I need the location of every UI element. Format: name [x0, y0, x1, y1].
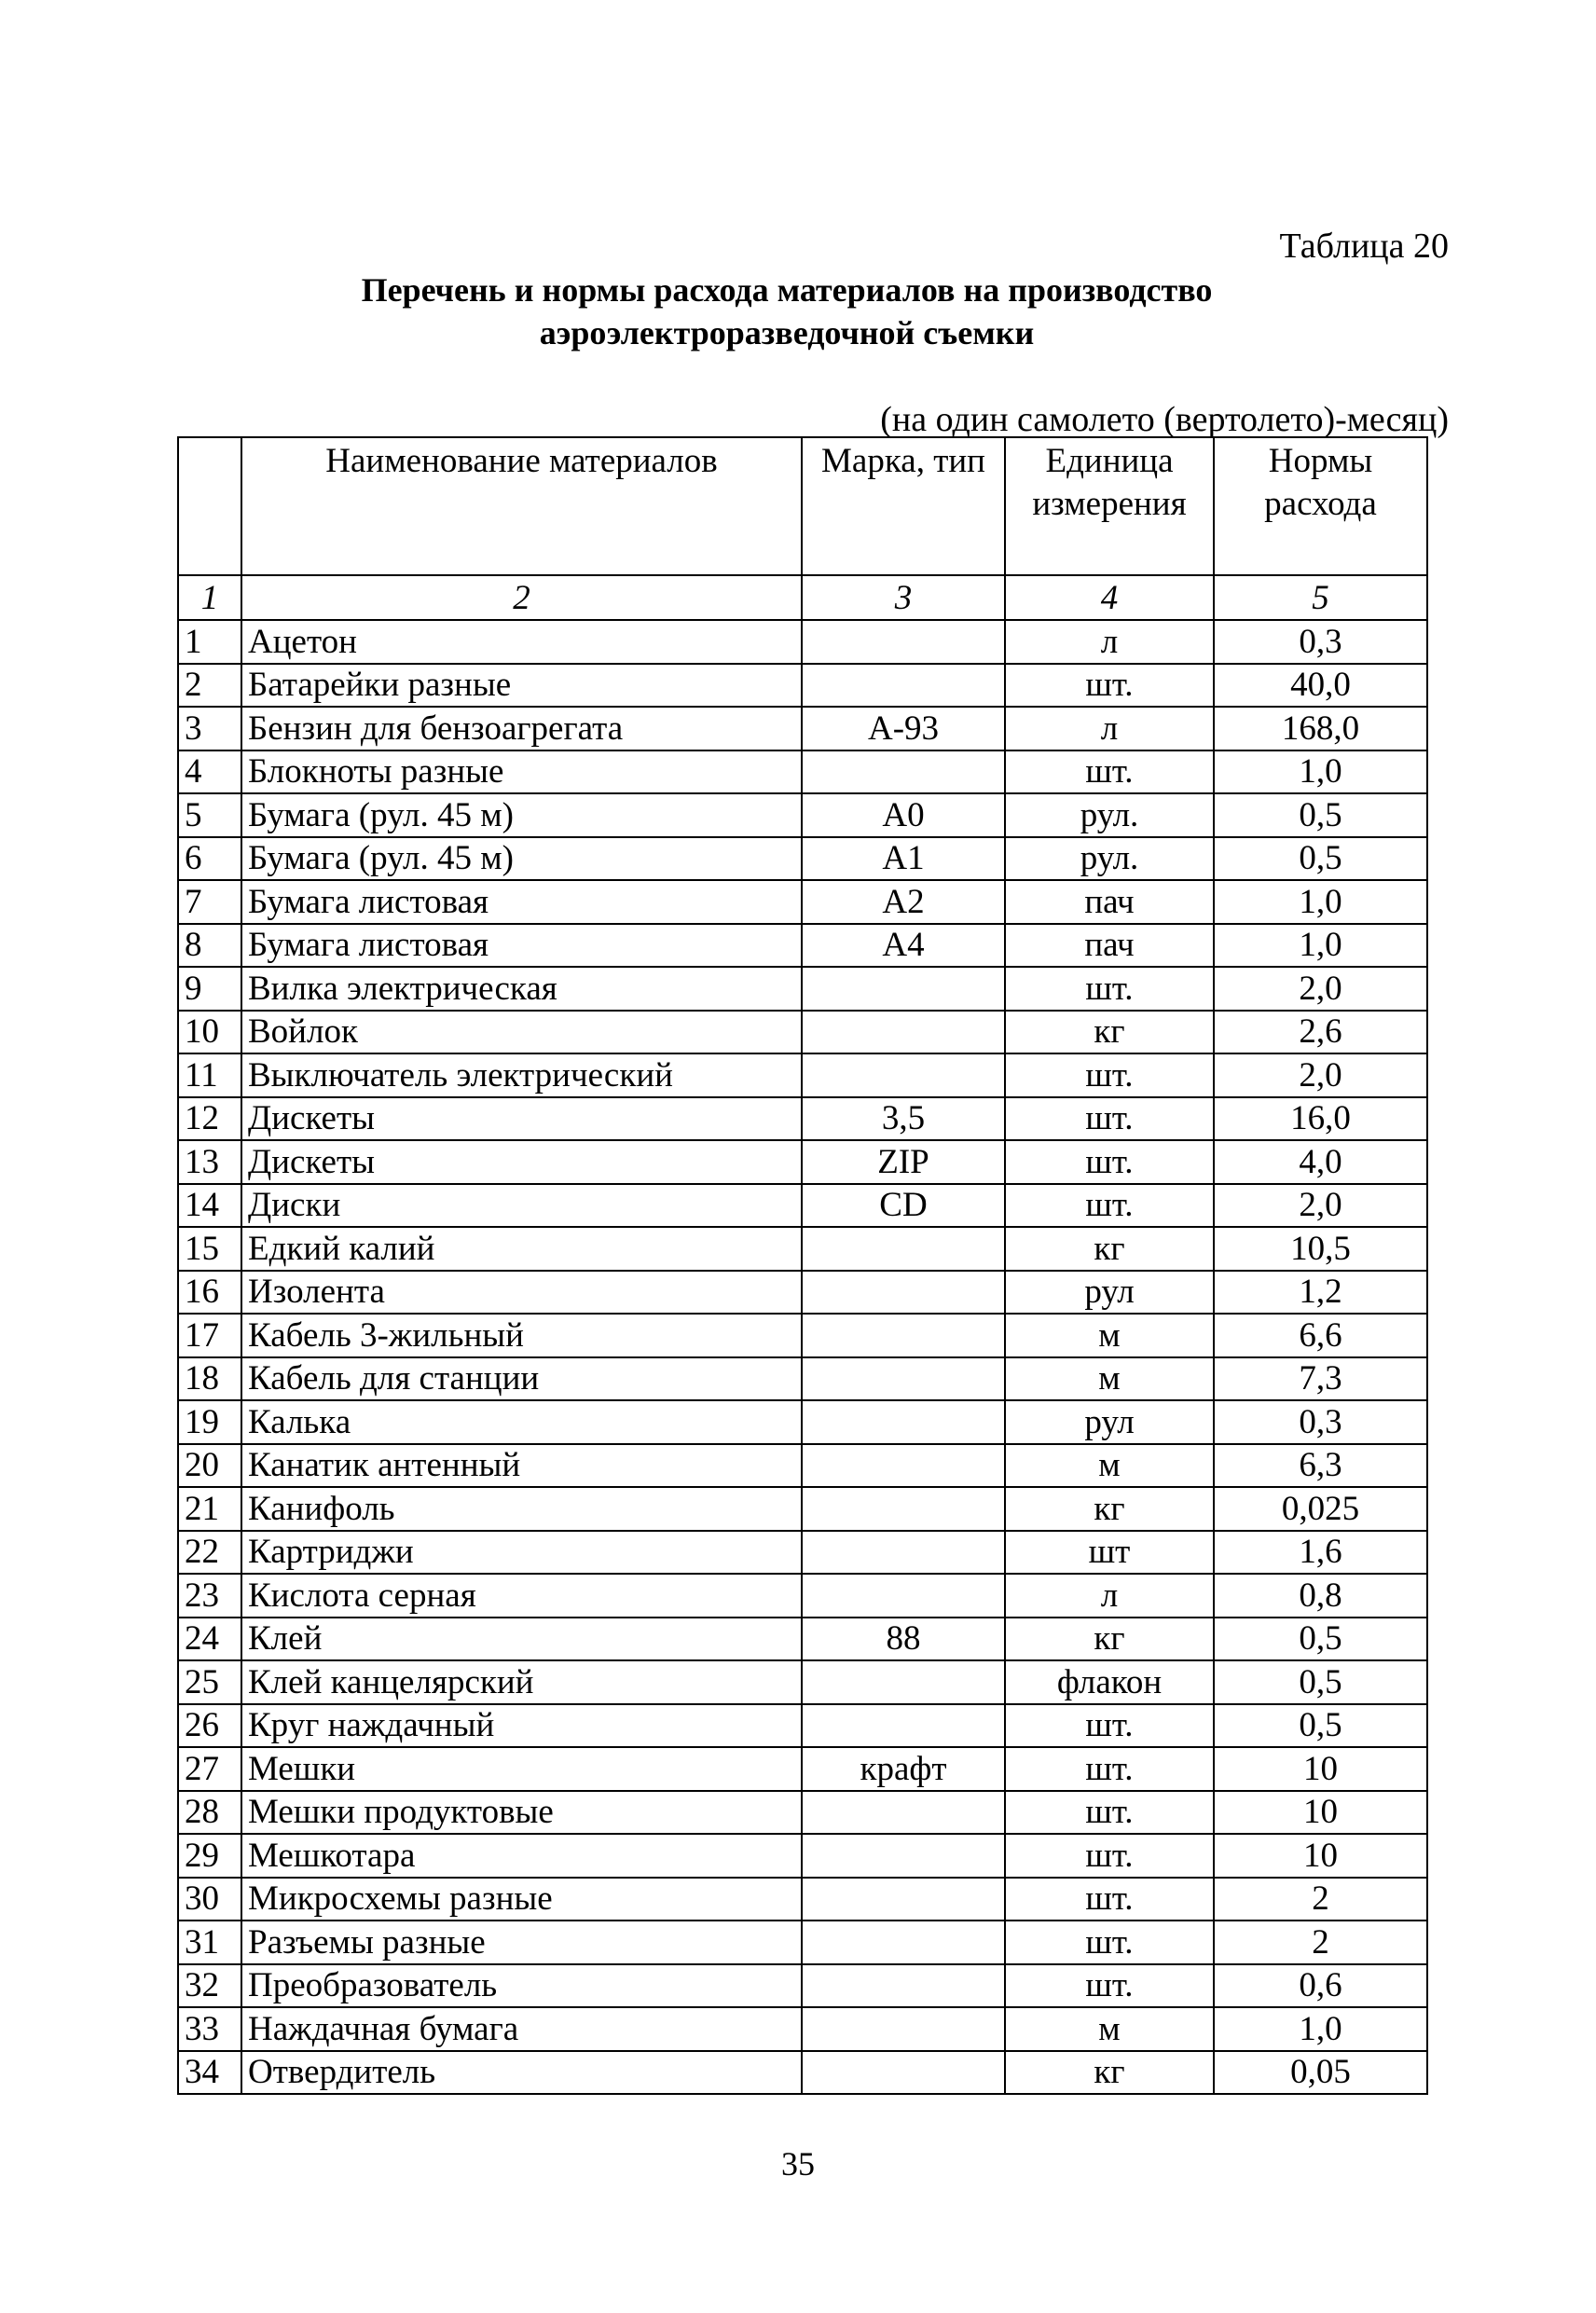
material-unit: м — [1005, 2007, 1214, 2051]
document-title — [0, 268, 1596, 354]
material-unit: м — [1005, 1357, 1214, 1401]
material-norm: 6,6 — [1214, 1314, 1427, 1357]
header-norm: Нормы расхода — [1214, 437, 1427, 575]
material-norm: 0,8 — [1214, 1574, 1427, 1618]
material-unit: кг — [1005, 1227, 1214, 1271]
header-row — [178, 437, 1427, 575]
row-number: 27 — [178, 1747, 241, 1791]
material-name: Блокноты разные — [241, 750, 802, 794]
table-row — [178, 1140, 1427, 1184]
material-unit: рул. — [1005, 837, 1214, 881]
row-number: 30 — [178, 1878, 241, 1921]
material-name: Клей канцелярский — [241, 1660, 802, 1704]
material-name: Разъемы разные — [241, 1921, 802, 1964]
material-mark — [802, 1400, 1005, 1444]
row-number: 1 — [178, 620, 241, 664]
material-norm: 7,3 — [1214, 1357, 1427, 1401]
column-number-row — [178, 575, 1427, 620]
material-name: Дискеты — [241, 1097, 802, 1141]
material-norm: 10 — [1214, 1834, 1427, 1878]
row-number: 7 — [178, 880, 241, 924]
material-unit: шт. — [1005, 1053, 1214, 1097]
table-row — [178, 707, 1427, 750]
material-unit: м — [1005, 1444, 1214, 1488]
material-norm: 0,5 — [1214, 1704, 1427, 1748]
material-name: Ацетон — [241, 620, 802, 664]
material-norm: 168,0 — [1214, 707, 1427, 750]
material-unit: шт. — [1005, 664, 1214, 708]
column-number: 3 — [802, 575, 1005, 620]
material-norm: 0,6 — [1214, 1964, 1427, 2008]
table-row — [178, 1053, 1427, 1097]
material-unit: шт. — [1005, 1747, 1214, 1791]
table-row — [178, 750, 1427, 794]
material-mark: А-93 — [802, 707, 1005, 750]
material-unit: л — [1005, 620, 1214, 664]
material-name: Бумага (рул. 45 м) — [241, 837, 802, 881]
material-name: Кабель 3-жильный — [241, 1314, 802, 1357]
material-unit: шт. — [1005, 967, 1214, 1011]
material-unit: л — [1005, 707, 1214, 750]
material-name: Мешки — [241, 1747, 802, 1791]
material-norm: 2 — [1214, 1878, 1427, 1921]
table-row — [178, 1487, 1427, 1531]
material-mark: А0 — [802, 793, 1005, 837]
material-unit: шт. — [1005, 1140, 1214, 1184]
material-mark — [802, 1964, 1005, 2008]
table-row — [178, 1660, 1427, 1704]
material-name: Батарейки разные — [241, 664, 802, 708]
material-name: Преобразователь — [241, 1964, 802, 2008]
materials-table — [177, 436, 1428, 2095]
material-mark — [802, 1660, 1005, 1704]
column-number: 1 — [178, 575, 241, 620]
material-name: Бензин для бензоагрегата — [241, 707, 802, 750]
material-unit: шт. — [1005, 1921, 1214, 1964]
material-unit: шт. — [1005, 750, 1214, 794]
header-mark: Марка, тип — [802, 437, 1005, 575]
table-row — [178, 1834, 1427, 1878]
material-unit: шт — [1005, 1531, 1214, 1575]
table-row — [178, 2007, 1427, 2051]
material-unit: пач — [1005, 880, 1214, 924]
material-mark — [802, 1314, 1005, 1357]
material-mark — [802, 750, 1005, 794]
units-note: (на один самолето (вертолето)-месяц) — [880, 400, 1449, 439]
column-number: 4 — [1005, 575, 1214, 620]
material-name: Наждачная бумага — [241, 2007, 802, 2051]
material-name: Диски — [241, 1184, 802, 1228]
material-unit: л — [1005, 1574, 1214, 1618]
material-unit: кг — [1005, 1487, 1214, 1531]
material-norm: 0,3 — [1214, 1400, 1427, 1444]
material-unit: шт. — [1005, 1964, 1214, 2008]
material-unit: шт. — [1005, 1878, 1214, 1921]
material-mark — [802, 1444, 1005, 1488]
row-number: 8 — [178, 924, 241, 968]
material-name: Мешки продуктовые — [241, 1791, 802, 1835]
material-name: Изолента — [241, 1271, 802, 1315]
row-number: 12 — [178, 1097, 241, 1141]
material-mark — [802, 2051, 1005, 2095]
material-name: Картриджи — [241, 1531, 802, 1575]
material-unit: шт. — [1005, 1097, 1214, 1141]
material-mark — [802, 1791, 1005, 1835]
material-name: Калька — [241, 1400, 802, 1444]
material-mark — [802, 1834, 1005, 1878]
material-norm: 0,3 — [1214, 620, 1427, 664]
material-unit: флакон — [1005, 1660, 1214, 1704]
material-norm: 0,5 — [1214, 1618, 1427, 1661]
table-row — [178, 620, 1427, 664]
material-mark — [802, 1357, 1005, 1401]
material-norm: 0,05 — [1214, 2051, 1427, 2095]
material-norm: 0,5 — [1214, 837, 1427, 881]
material-mark — [802, 1574, 1005, 1618]
table-row — [178, 1964, 1427, 2008]
title-line-2: аэроэлектроразведочной съемки — [539, 314, 1035, 351]
row-number: 13 — [178, 1140, 241, 1184]
material-mark — [802, 620, 1005, 664]
material-norm: 0,025 — [1214, 1487, 1427, 1531]
material-name: Бумага (рул. 45 м) — [241, 793, 802, 837]
row-number: 23 — [178, 1574, 241, 1618]
material-name: Бумага листовая — [241, 880, 802, 924]
header-number — [178, 437, 241, 575]
row-number: 25 — [178, 1660, 241, 1704]
row-number: 3 — [178, 707, 241, 750]
row-number: 6 — [178, 837, 241, 881]
row-number: 26 — [178, 1704, 241, 1748]
material-unit: рул — [1005, 1400, 1214, 1444]
table-row — [178, 1618, 1427, 1661]
table-row — [178, 1747, 1427, 1791]
row-number: 21 — [178, 1487, 241, 1531]
table-row — [178, 837, 1427, 881]
material-unit: рул — [1005, 1271, 1214, 1315]
material-norm: 2 — [1214, 1921, 1427, 1964]
row-number: 28 — [178, 1791, 241, 1835]
material-mark — [802, 1487, 1005, 1531]
material-mark — [802, 664, 1005, 708]
material-name: Дискеты — [241, 1140, 802, 1184]
material-name: Клей — [241, 1618, 802, 1661]
table-row — [178, 1184, 1427, 1228]
material-norm: 0,5 — [1214, 793, 1427, 837]
row-number: 24 — [178, 1618, 241, 1661]
table-row — [178, 880, 1427, 924]
material-mark — [802, 1531, 1005, 1575]
material-name: Выключатель электрический — [241, 1053, 802, 1097]
row-number: 11 — [178, 1053, 241, 1097]
material-norm: 2,0 — [1214, 967, 1427, 1011]
material-norm: 0,5 — [1214, 1660, 1427, 1704]
material-norm: 10 — [1214, 1791, 1427, 1835]
table-row — [178, 1400, 1427, 1444]
table-row — [178, 1531, 1427, 1575]
table-row — [178, 1227, 1427, 1271]
material-name: Бумага листовая — [241, 924, 802, 968]
row-number: 19 — [178, 1400, 241, 1444]
material-norm: 4,0 — [1214, 1140, 1427, 1184]
table-row — [178, 1011, 1427, 1054]
material-name: Микросхемы разные — [241, 1878, 802, 1921]
header-unit: Единица измерения — [1005, 437, 1214, 575]
material-unit: кг — [1005, 2051, 1214, 2095]
material-mark: А2 — [802, 880, 1005, 924]
row-number: 17 — [178, 1314, 241, 1357]
row-number: 15 — [178, 1227, 241, 1271]
material-mark — [802, 1704, 1005, 1748]
material-mark — [802, 1878, 1005, 1921]
material-mark — [802, 1053, 1005, 1097]
material-mark — [802, 967, 1005, 1011]
material-name: Мешкотара — [241, 1834, 802, 1878]
material-unit: м — [1005, 1314, 1214, 1357]
material-unit: кг — [1005, 1011, 1214, 1054]
material-unit: пач — [1005, 924, 1214, 968]
table-row — [178, 1704, 1427, 1748]
row-number: 22 — [178, 1531, 241, 1575]
material-norm: 16,0 — [1214, 1097, 1427, 1141]
row-number: 5 — [178, 793, 241, 837]
material-norm: 1,6 — [1214, 1531, 1427, 1575]
row-number: 2 — [178, 664, 241, 708]
row-number: 32 — [178, 1964, 241, 2008]
material-norm: 10,5 — [1214, 1227, 1427, 1271]
material-unit: рул. — [1005, 793, 1214, 837]
table-row — [178, 664, 1427, 708]
material-unit: шт. — [1005, 1791, 1214, 1835]
table-row — [178, 1357, 1427, 1401]
material-name: Кислота серная — [241, 1574, 802, 1618]
table-row — [178, 1878, 1427, 1921]
material-name: Отвердитель — [241, 2051, 802, 2095]
row-number: 31 — [178, 1921, 241, 1964]
table-row — [178, 2051, 1427, 2095]
table-row — [178, 1791, 1427, 1835]
table-row — [178, 1097, 1427, 1141]
row-number: 20 — [178, 1444, 241, 1488]
material-norm: 2,0 — [1214, 1053, 1427, 1097]
material-norm: 1,0 — [1214, 2007, 1427, 2051]
material-mark: CD — [802, 1184, 1005, 1228]
row-number: 33 — [178, 2007, 241, 2051]
material-unit: кг — [1005, 1618, 1214, 1661]
material-name: Войлок — [241, 1011, 802, 1054]
material-norm: 40,0 — [1214, 664, 1427, 708]
table-row — [178, 1574, 1427, 1618]
table-row — [178, 1921, 1427, 1964]
material-norm: 1,0 — [1214, 924, 1427, 968]
material-unit: шт. — [1005, 1834, 1214, 1878]
material-mark: 88 — [802, 1618, 1005, 1661]
material-norm: 10 — [1214, 1747, 1427, 1791]
materials-table-body — [178, 437, 1427, 2094]
material-norm: 2,6 — [1214, 1011, 1427, 1054]
material-name: Вилка электрическая — [241, 967, 802, 1011]
material-name: Едкий калий — [241, 1227, 802, 1271]
column-number: 2 — [241, 575, 802, 620]
material-mark — [802, 1227, 1005, 1271]
material-mark — [802, 1011, 1005, 1054]
material-mark: крафт — [802, 1747, 1005, 1791]
table-row — [178, 793, 1427, 837]
header-name: Наименование материалов — [241, 437, 802, 575]
material-norm: 1,0 — [1214, 750, 1427, 794]
table-label: Таблица 20 — [1279, 227, 1449, 266]
material-norm: 1,0 — [1214, 880, 1427, 924]
material-norm: 6,3 — [1214, 1444, 1427, 1488]
material-mark — [802, 1271, 1005, 1315]
table-row — [178, 967, 1427, 1011]
row-number: 14 — [178, 1184, 241, 1228]
material-mark: А1 — [802, 837, 1005, 881]
material-mark — [802, 2007, 1005, 2051]
material-norm: 2,0 — [1214, 1184, 1427, 1228]
material-mark — [802, 1921, 1005, 1964]
table-row — [178, 1271, 1427, 1315]
row-number: 29 — [178, 1834, 241, 1878]
material-name: Канатик антенный — [241, 1444, 802, 1488]
row-number: 34 — [178, 2051, 241, 2095]
material-unit: шт. — [1005, 1184, 1214, 1228]
row-number: 4 — [178, 750, 241, 794]
row-number: 9 — [178, 967, 241, 1011]
row-number: 18 — [178, 1357, 241, 1401]
material-mark: ZIP — [802, 1140, 1005, 1184]
material-mark: А4 — [802, 924, 1005, 968]
table-row — [178, 1314, 1427, 1357]
page-number: 35 — [781, 2145, 815, 2182]
material-name: Круг наждачный — [241, 1704, 802, 1748]
material-mark: 3,5 — [802, 1097, 1005, 1141]
column-number: 5 — [1214, 575, 1427, 620]
table-row — [178, 924, 1427, 968]
row-number: 16 — [178, 1271, 241, 1315]
material-unit: шт. — [1005, 1704, 1214, 1748]
material-norm: 1,2 — [1214, 1271, 1427, 1315]
material-name: Кабель для станции — [241, 1357, 802, 1401]
material-name: Канифоль — [241, 1487, 802, 1531]
row-number: 10 — [178, 1011, 241, 1054]
title-line-1: Перечень и нормы расхода материалов на производство — [361, 271, 1213, 309]
table-row — [178, 1444, 1427, 1488]
